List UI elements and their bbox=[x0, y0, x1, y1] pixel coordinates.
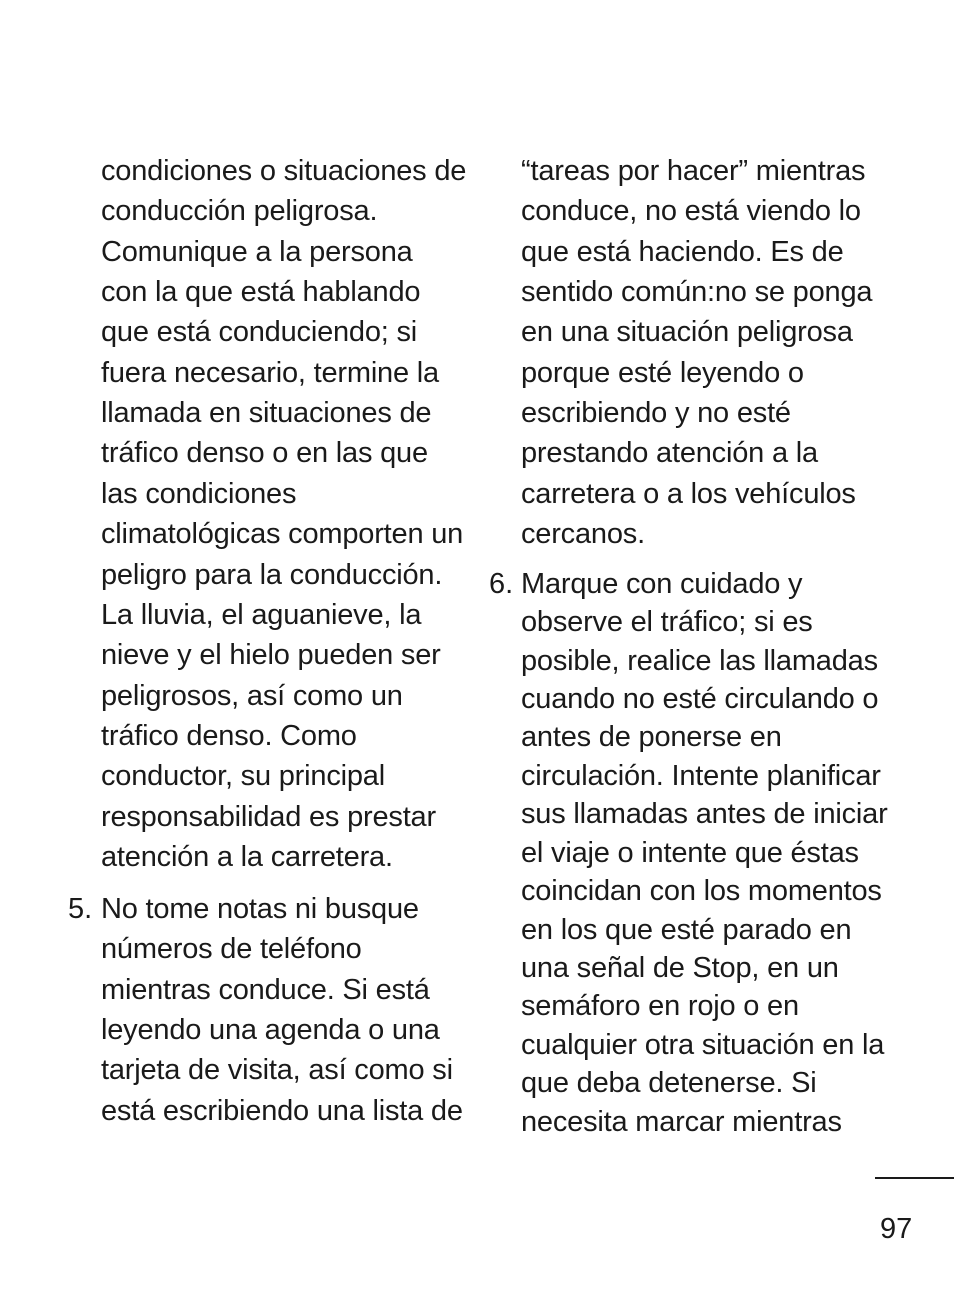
text-line: observe el tráfico; si es bbox=[521, 606, 813, 638]
list-number: 5. bbox=[68, 893, 93, 925]
text-line: cercanos. bbox=[521, 518, 645, 550]
text-line: escribiendo y no esté bbox=[521, 397, 791, 429]
text-line: nieve y el hielo pueden ser bbox=[101, 639, 441, 671]
text-line: está escribiendo una lista de bbox=[101, 1095, 463, 1127]
text-line: que está conduciendo; si bbox=[101, 316, 418, 348]
text-line: sentido común:no se ponga bbox=[521, 276, 873, 308]
list-number: 6. bbox=[489, 568, 514, 600]
text-line: tráfico denso. Como bbox=[101, 720, 357, 752]
text-line: prestando atención a la bbox=[521, 437, 818, 469]
text-line: porque esté leyendo o bbox=[521, 357, 804, 389]
text-line: leyendo una agenda o una bbox=[101, 1014, 440, 1046]
text-line: conductor, su principal bbox=[101, 760, 385, 792]
text-line: las condiciones bbox=[101, 478, 297, 510]
text-line: “tareas por hacer” mientras bbox=[521, 155, 866, 187]
text-line: en una situación peligrosa bbox=[521, 316, 853, 348]
text-line: cualquier otra situación en la bbox=[521, 1029, 885, 1061]
page-number: 97 bbox=[880, 1213, 913, 1245]
text-line: posible, realice las llamadas bbox=[521, 645, 878, 677]
text-line: el viaje o intente que éstas bbox=[521, 837, 859, 869]
text-line: tarjeta de visita, así como si bbox=[101, 1054, 453, 1086]
text-line: atención a la carretera. bbox=[101, 841, 393, 873]
text-line: condiciones o situaciones de bbox=[101, 155, 467, 187]
text-line: Comunique a la persona bbox=[101, 236, 413, 268]
text-line: fuera necesario, termine la bbox=[101, 357, 439, 389]
text-line: números de teléfono bbox=[101, 933, 362, 965]
text-line: carretera o a los vehículos bbox=[521, 478, 856, 510]
text-line: sus llamadas antes de iniciar bbox=[521, 798, 888, 830]
text-line: tráfico denso o en las que bbox=[101, 437, 428, 469]
text-line: llamada en situaciones de bbox=[101, 397, 432, 429]
text-line: No tome notas ni busque bbox=[101, 893, 419, 925]
text-line: que está haciendo. Es de bbox=[521, 236, 844, 268]
text-line: Marque con cuidado y bbox=[521, 568, 803, 600]
text-line: conduce, no está viendo lo bbox=[521, 195, 861, 227]
text-line: peligrosos, así como un bbox=[101, 680, 403, 712]
text-line: semáforo en rojo o en bbox=[521, 990, 799, 1022]
text-line: con la que está hablando bbox=[101, 276, 421, 308]
text-line: antes de ponerse en bbox=[521, 721, 782, 753]
text-line: peligro para la conducción. bbox=[101, 559, 443, 591]
text-line: conducción peligrosa. bbox=[101, 195, 378, 227]
text-line: que deba detenerse. Si bbox=[521, 1067, 817, 1099]
text-line: una señal de Stop, en un bbox=[521, 952, 839, 984]
text-line: climatológicas comporten un bbox=[101, 518, 464, 550]
footer-rule bbox=[875, 1177, 954, 1179]
text-line: en los que esté parado en bbox=[521, 914, 852, 946]
text-line: necesita marcar mientras bbox=[521, 1106, 842, 1138]
text-line: mientras conduce. Si está bbox=[101, 974, 430, 1006]
text-line: responsabilidad es prestar bbox=[101, 801, 436, 833]
text-line: La lluvia, el aguanieve, la bbox=[101, 599, 422, 631]
text-line: cuando no esté circulando o bbox=[521, 683, 879, 715]
text-line: circulación. Intente planificar bbox=[521, 760, 881, 792]
text-line: coincidan con los momentos bbox=[521, 875, 882, 907]
